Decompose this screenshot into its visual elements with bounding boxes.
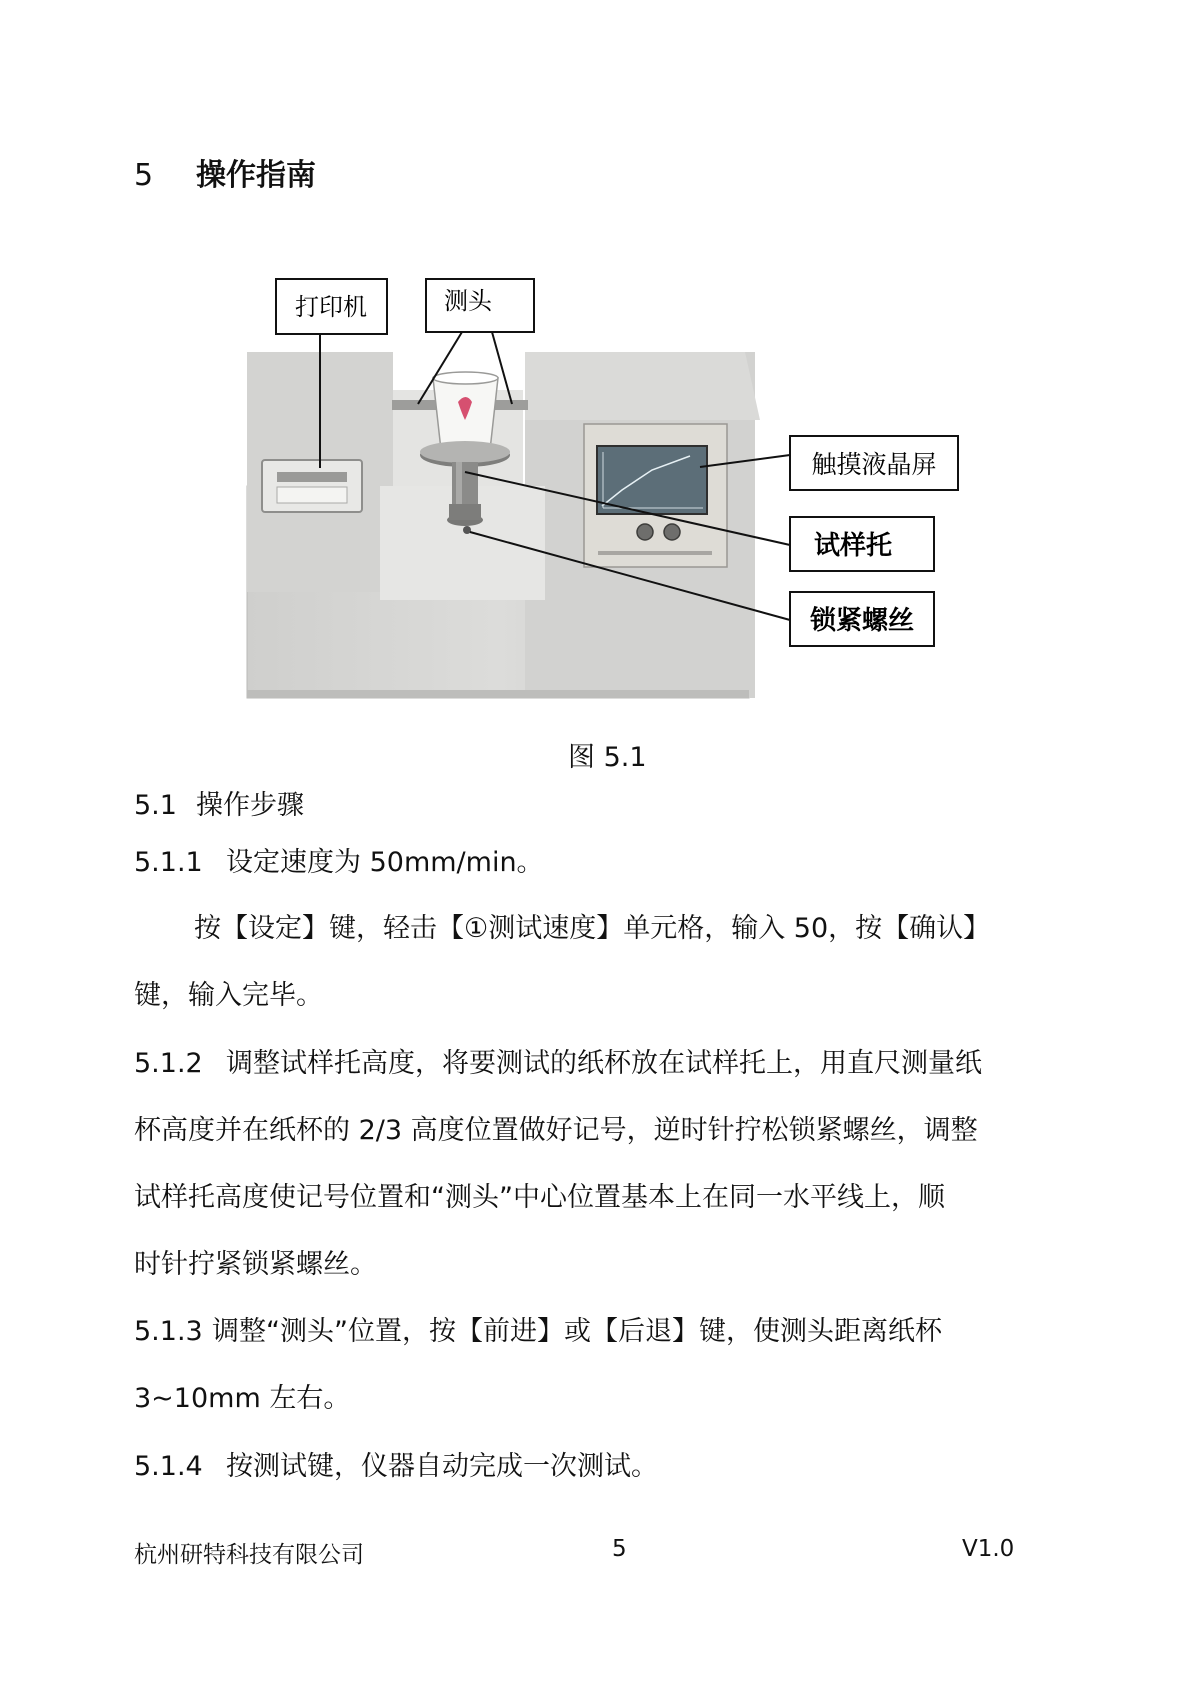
touchscreen-display (597, 446, 707, 514)
step-5-1-3-line-2: 3~10mm 左右。 (134, 1383, 351, 1414)
paper-cup (433, 372, 498, 450)
chapter-title: 操作指南 (196, 158, 316, 193)
instrument-figure (0, 0, 1200, 720)
step-text: 调整试样托高度，将要测试的纸杯放在试样托上，用直尺测量纸 (226, 1048, 982, 1079)
chapter-number: 5 (134, 158, 154, 193)
footer-page-number: 5 (612, 1536, 627, 1562)
step-5-1-4-line-1 (134, 1452, 658, 1482)
step-5-1-1-heading (134, 848, 544, 878)
label-lock-screw-box (790, 592, 934, 646)
label-printer: 打印机 (295, 293, 367, 321)
step-5-1-2-line-4: 时针拧紧锁紧螺丝。 (134, 1249, 377, 1280)
label-printer-box (276, 279, 387, 334)
step-5-1-3-line-1 (134, 1317, 942, 1347)
label-touchscreen: 触摸液晶屏 (811, 450, 937, 479)
step-5-1-2-line-3: 试样托高度使记号位置和“测头”中心位置基本上在同一水平线上，顺 (134, 1182, 945, 1213)
label-touchscreen-box (790, 436, 958, 490)
step-text: 调整“测头”位置，按【前进】或【后退】键，使测头距离纸杯 (212, 1316, 942, 1347)
control-panel (584, 424, 727, 567)
step-number: 5.1.3 (134, 1316, 203, 1347)
footer-version: V1.0 (962, 1536, 1015, 1562)
section-number: 5.1 (134, 790, 177, 821)
footer-company: 杭州研特科技有限公司 (134, 1542, 364, 1568)
step-number: 5.1.1 (134, 847, 203, 878)
section-title: 操作步骤 (196, 790, 304, 821)
label-sample-holder-box (790, 517, 934, 571)
label-lock-screw: 锁紧螺丝 (809, 606, 915, 636)
step-number: 5.1.4 (134, 1451, 203, 1482)
step-5-1-2-line-1 (134, 1049, 982, 1079)
step-number: 5.1.2 (134, 1048, 203, 1079)
figure-caption: 图 5.1 (568, 742, 647, 773)
label-probe: 测头 (444, 287, 492, 315)
step-5-1-1-line-1: 按【设定】键，轻击【①测试速度】单元格，输入 50，按【确认】 (194, 913, 991, 944)
step-5-1-1-line-2: 键，输入完毕。 (134, 980, 323, 1011)
step-title: 设定速度为 50mm/min。 (226, 847, 544, 878)
panel-knob-left (637, 524, 653, 540)
panel-knob-right (664, 524, 680, 540)
printer-slot (262, 460, 362, 512)
section-heading (134, 791, 304, 821)
step-5-1-2-line-2: 杯高度并在纸杯的 2/3 高度位置做好记号，逆时针拧松锁紧螺丝，调整 (134, 1115, 978, 1146)
step-text: 按测试键，仪器自动完成一次测试。 (226, 1451, 658, 1482)
label-sample-holder: 试样托 (813, 531, 893, 561)
label-probe-box (426, 279, 534, 332)
